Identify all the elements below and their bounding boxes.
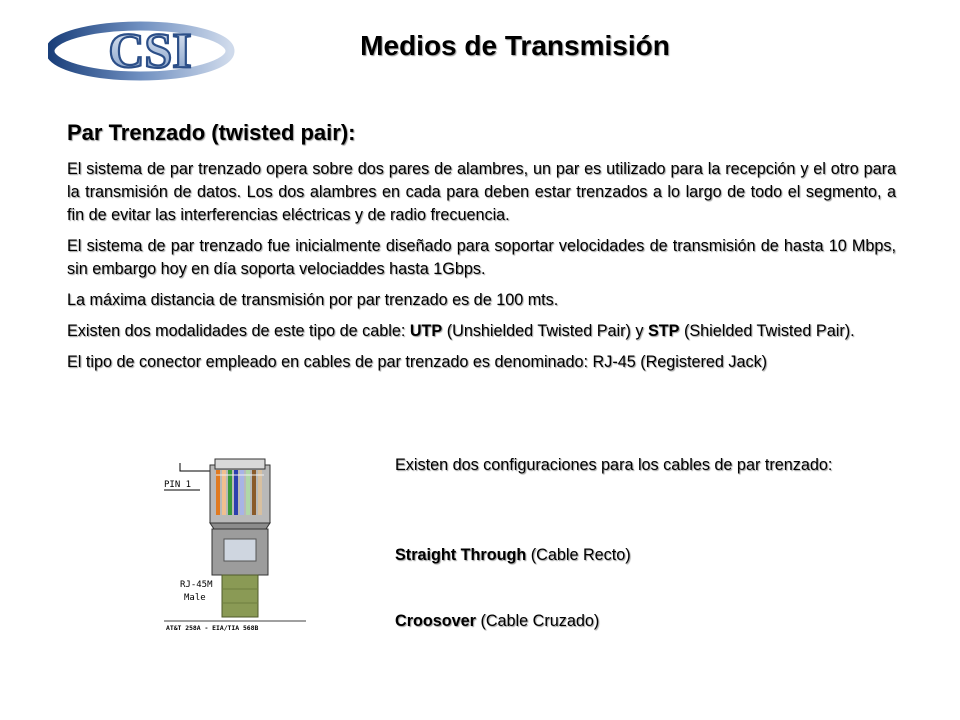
page-title: Medios de Transmisión [360,30,670,61]
plug-label-gender: Male [184,593,206,603]
configurations-panel [395,454,897,630]
csi-logo [48,14,238,86]
cable-types-lead: Existen dos modalidades de este tipo de cable: [67,322,406,340]
config-crossover [395,610,599,633]
config-name: Croosover [395,612,476,630]
config-name: Straight Through [395,546,527,564]
paragraph-cable-types [67,320,896,343]
config-description: (Cable Recto) [530,546,631,564]
utp-description: (Unshielded Twisted Pair) y [446,322,644,340]
logo-text: CSI [108,22,192,78]
body-text [67,158,896,382]
section-heading: Par Trenzado (twisted pair): [67,120,356,145]
config-description: (Cable Cruzado) [480,612,600,630]
utp-label: UTP [409,322,443,340]
paragraph-connector: El tipo de conector empleado en cables de par trenzado es denominado: RJ-45 (Registered Jack) [67,353,768,371]
paragraph-description: El sistema de par trenzado opera sobre dos pares de alambres, un par es utilizado para la recepción y el otro para la transmisión de datos. Los dos alambres en cada para deben estar trenzados a lo largo de todo el segmento, a fin de evitar las interferencias eléctricas y de radio frecuencia. [67,160,896,224]
paragraph-speed: El sistema de par trenzado fue inicialmente diseñado para soportar velocidades de transmisión de hasta 10 Mbps, sin embargo hoy en día soporta velociaddes hasta 1Gbps. [67,237,896,278]
plug-label-model: RJ-45M [180,580,213,590]
standard-label: AT&T 258A - EIA/TIA 568B [166,624,259,632]
rj45-connector-image [160,455,310,635]
stp-description: (Shielded Twisted Pair). [683,322,855,340]
stp-label: STP [647,322,680,340]
configurations-intro: Existen dos configuraciones para los cables de par trenzado: [395,456,833,474]
paragraph-distance: La máxima distancia de transmisión por par trenzado es de 100 mts. [67,291,559,309]
config-straight-through [395,544,631,567]
pin1-label: PIN 1 [164,480,192,490]
